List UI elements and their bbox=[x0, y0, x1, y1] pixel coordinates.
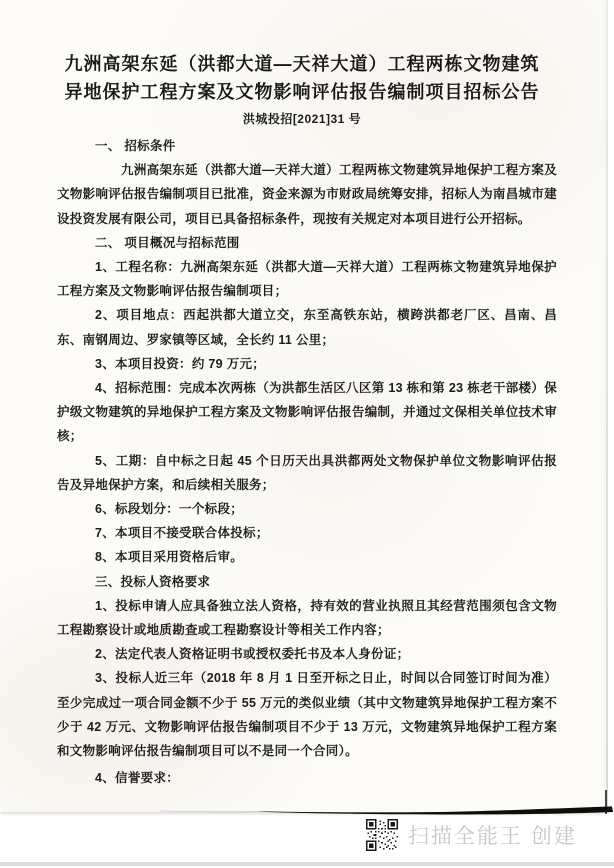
camscanner-watermark bbox=[366, 818, 577, 852]
list-item: 3、本项目投资：约 79 万元； bbox=[95, 356, 266, 371]
watermark-text: 扫描全能王 创建 bbox=[408, 825, 577, 848]
page-title bbox=[0, 0, 604, 106]
page-title-line-1: 九洲高架东延（洪都大道—天祥大道）工程两栋文物建筑 bbox=[64, 54, 540, 74]
intro-paragraph: 九洲高架东延（洪都大道—天祥大道）工程两栋文物建筑异地保护工程方案及文物影响评估报告编制项目已批准，资金来源为市财政局统筹安排，招标人为南昌城市建设投资发展有限公司，项目已具备招标条件，现按有关规定对本项目进行公开招标。 bbox=[57, 163, 557, 226]
document-number: 洪城投招[2021]31 号 bbox=[242, 112, 362, 126]
list-item: 1、工程名称：九洲高架东延（洪都大道—天祥大道）工程两栋文物建筑异地保护工程方案及文物影响评估报告编制项目； bbox=[57, 260, 557, 299]
list-item: 7、本项目不接受联合体投标； bbox=[95, 526, 269, 541]
list-item: 2、项目地点：西起洪都大道立交，东至高铁东站，横跨洪都老厂区、昌南、昌东、南钢周边、罗家镇等区域，全长约 11 公里； bbox=[57, 308, 557, 347]
page-title-line-2: 异地保护工程方案及文物影响评估报告编制项目招标公告 bbox=[64, 82, 540, 102]
list-item: 5、工期：自中标之日起 45 个日历天出具洪都两处文物保护单位文物影响评估报告及异地保护方案，和后续相关服务； bbox=[57, 453, 557, 492]
document-body bbox=[0, 134, 604, 790]
list-item: 2、法定代表人资格证明书或授权委托书及本人身份证； bbox=[95, 647, 410, 662]
section-heading-1: 一、 招标条件 bbox=[95, 139, 176, 153]
list-item: 6、标段划分：一个标段； bbox=[95, 502, 244, 517]
scanner-bottom-strip bbox=[0, 862, 614, 866]
section-heading-3: 三、投标人资格要求 bbox=[95, 574, 211, 589]
list-item: 4、信誉要求： bbox=[95, 771, 180, 786]
section-heading-2: 二、 项目概况与招标范围 bbox=[95, 235, 240, 250]
page-right-edge bbox=[606, 0, 608, 812]
qr-code-icon bbox=[366, 819, 398, 851]
list-item: 4、招标范围：完成本次两栋（为洪都生活区八区第 13 栋和第 23 栋老干部楼）保护级文物建筑的异地保护工程方案及文物影响评估报告编制，并通过文保相关单位技术审核； bbox=[57, 381, 557, 444]
list-item: 1、投标申请人应具备独立法人资格，持有效的营业执照且其经营范围须包含文物工程勘察设计或地质勘查或工程勘察设计等相关工作内容； bbox=[57, 598, 557, 638]
list-item: 3、投标人近三年（2018 年 8 月 1 日至开标之日止，时间以合同签订时间为准）至少完成过一项合同金额不少于 55 万元的类似业绩（其中文物建筑异地保护工程方案不少于 42 万元、文物影响评估报告编制项目不少于 13 万元，文物建筑异地保护工程方案和文物影响评估报告编制项目可以不是同一个合同）。 bbox=[57, 671, 557, 759]
page-edge-shadow bbox=[0, 797, 614, 819]
list-item: 8、本项目采用资格后审。 bbox=[95, 550, 244, 565]
